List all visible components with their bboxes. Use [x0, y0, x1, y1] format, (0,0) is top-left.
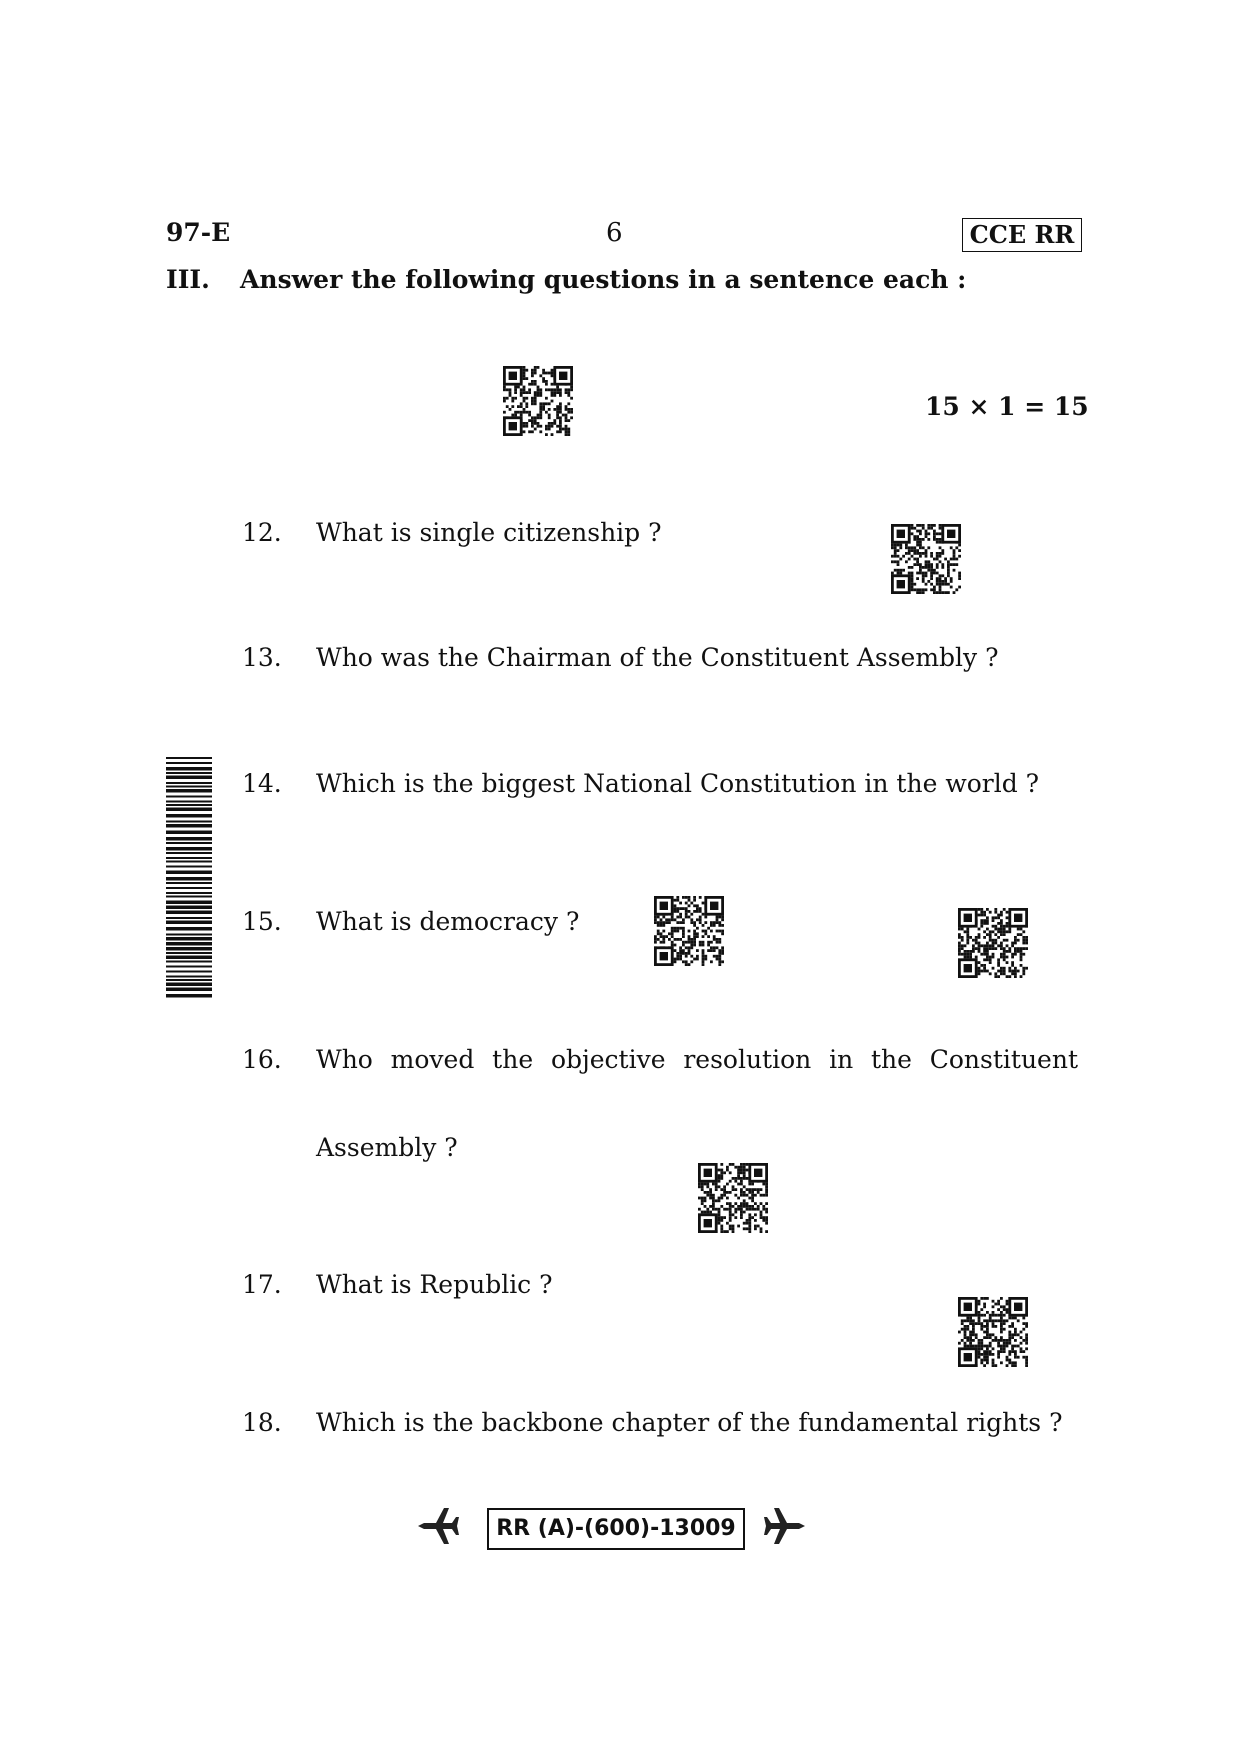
question-number: 13.	[242, 643, 282, 672]
qr-code-icon	[654, 896, 724, 966]
airplane-right-icon	[762, 1503, 808, 1549]
question-number: 15.	[242, 907, 282, 936]
question-number: 17.	[242, 1270, 282, 1299]
barcode-icon	[166, 757, 212, 999]
qr-code-icon	[891, 524, 961, 594]
question-text-continued: Assembly ?	[316, 1133, 458, 1162]
question-number: 16.	[242, 1045, 282, 1074]
question-text: What is democracy ?	[316, 907, 580, 936]
question-text: What is single citizenship ?	[316, 518, 662, 547]
paper-code: 97-E	[166, 218, 231, 247]
question-number: 12.	[242, 518, 282, 547]
qr-code-icon	[958, 908, 1028, 978]
question-number: 14.	[242, 769, 282, 798]
question-text: Which is the biggest National Constitution in the world ?	[316, 769, 1040, 798]
airplane-left-icon	[415, 1503, 461, 1549]
page-number: 6	[606, 218, 623, 248]
question-number: 18.	[242, 1408, 282, 1437]
qr-code-icon	[698, 1163, 768, 1233]
section-marks: 15 × 1 = 15	[925, 392, 1089, 421]
section-title: Answer the following questions in a sentence each :	[240, 265, 967, 294]
qr-code-icon	[503, 366, 573, 436]
section-numeral: III.	[166, 265, 210, 294]
series-box: CCE RR	[962, 218, 1082, 252]
question-text: Who moved the objective resolution in the Constituent	[316, 1045, 1078, 1074]
question-text: What is Republic ?	[316, 1270, 553, 1299]
question-text: Which is the backbone chapter of the fundamental rights ?	[316, 1408, 1063, 1437]
footer-code: RR (A)-(600)-13009	[487, 1508, 745, 1550]
qr-code-icon	[958, 1297, 1028, 1367]
question-text: Who was the Chairman of the Constituent Assembly ?	[316, 643, 999, 672]
